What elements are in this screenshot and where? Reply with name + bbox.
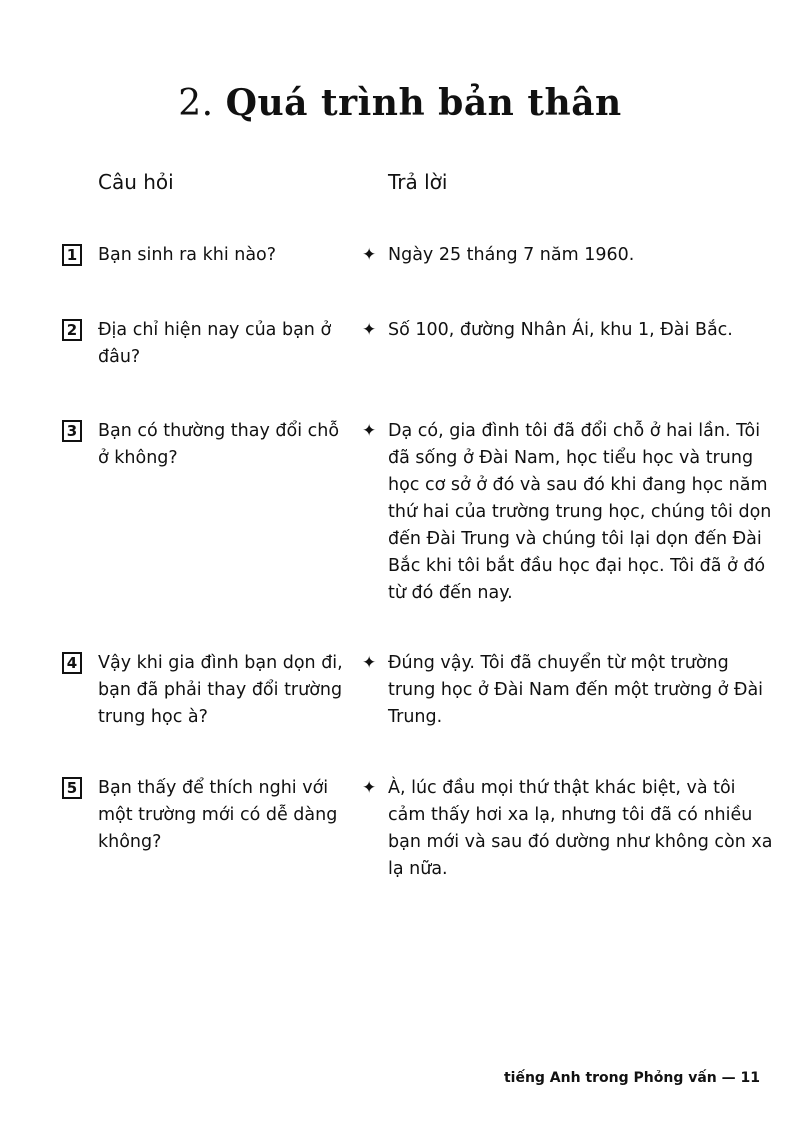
bullet-star-icon: ✦ xyxy=(362,421,377,441)
answer-text: Đúng vậy. Tôi đã chuyển từ một trường trung học ở Đài Nam đến một trường ở Đài Trung. xyxy=(388,653,764,727)
bullet-star-icon: ✦ xyxy=(362,320,377,340)
bullet-star-icon: ✦ xyxy=(362,778,377,798)
bullet-star-icon: ✦ xyxy=(362,653,377,673)
question-text: Bạn có thường thay đổi chỗ ở không? xyxy=(98,421,340,468)
question-column-header: Câu hỏi xyxy=(98,170,174,194)
question-text: Địa chỉ hiện nay của bạn ở đâu? xyxy=(98,320,332,367)
answer-text: Ngày 25 tháng 7 năm 1960. xyxy=(388,245,635,265)
answer-column-header: Trả lời xyxy=(388,170,448,194)
question-number-badge: 2 xyxy=(62,319,82,341)
question-number-badge: 3 xyxy=(62,420,82,442)
question-number-badge: 4 xyxy=(62,652,82,674)
question-text: Vậy khi gia đình bạn dọn đi, bạn đã phải thay đổi trường trung học à? xyxy=(98,653,343,727)
page-footer: tiếng Anh trong Phỏng vấn — 11 xyxy=(503,1070,760,1086)
title-number: 2. xyxy=(178,83,214,125)
question-number-badge: 5 xyxy=(62,777,82,799)
question-text: Bạn sinh ra khi nào? xyxy=(98,245,277,265)
answer-text: Số 100, đường Nhân Ái, khu 1, Đài Bắc. xyxy=(388,320,733,340)
answer-text: Dạ có, gia đình tôi đã đổi chỗ ở hai lần. Tôi đã sống ở Đài Nam, học tiểu học và trung học cơ sở ở đó và sau đó khi đang học năm thứ hai của trường trung học, chúng tôi dọn đến Đài Trung và chúng tôi lại dọn đến Đài Bắc khi tôi bắt đầu học đại học. Tôi đã ở đó từ đó đến nay. xyxy=(388,421,772,603)
question-number-badge: 1 xyxy=(62,244,82,266)
question-text: Bạn thấy để thích nghi với một trường mới có dễ dàng không? xyxy=(98,778,338,852)
bullet-star-icon: ✦ xyxy=(362,245,377,265)
page-title xyxy=(0,82,800,124)
title-text: Quá trình bản thân xyxy=(225,82,622,125)
answer-text: À, lúc đầu mọi thứ thật khác biệt, và tôi cảm thấy hơi xa lạ, nhưng tôi đã có nhiều bạn mới và sau đó dường như không còn xa lạ nữa. xyxy=(388,778,773,879)
